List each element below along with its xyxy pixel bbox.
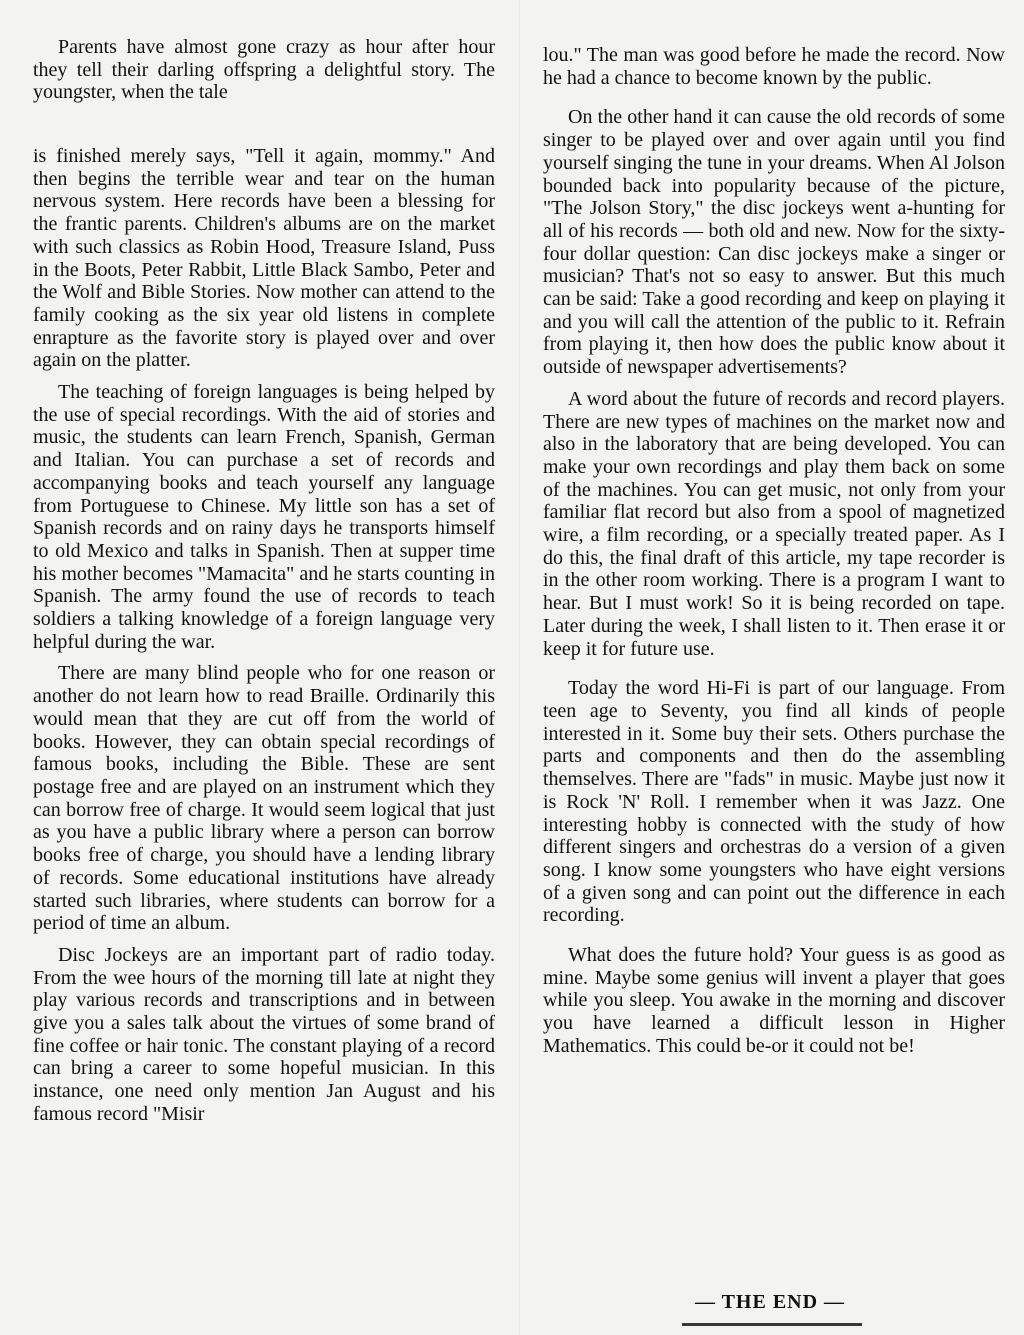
paragraph-future-hold: What does the future hold? Your guess is as good as mine. Maybe some genius will invent a player that goes while you sleep. You awake in the morning and discover you have learned a difficult lesson in Higher Mathematics. This could be-or it could not be! (543, 944, 1005, 1057)
the-end-heading: — THE END — (694, 1291, 846, 1313)
page-fold-shadow (519, 0, 520, 1335)
paragraph-mislou-continuation: lou." The man was good before he made the record. Now he had a chance to become known by the public. (543, 44, 1005, 89)
paragraph-parents-intro: Parents have almost gone crazy as hour after hour they tell their darling offspring a delightful story. The youngster, when the tale (33, 36, 495, 104)
left-column-top (33, 36, 495, 104)
left-column-main (33, 145, 495, 1126)
paragraph-foreign-languages: The teaching of foreign languages is being helped by the use of special recordings. With the aid of stories and music, the students can learn French, Spanish, German and Italian. You can purchase a set of records and accompanying books and teach yourself any language from Portuguese to Chinese. My little son has a set of Spanish records and on rainy days he transports himself to old Mexico and talks in Spanish. Then at supper time his mother becomes "Mamacita" and he starts counting in Spanish. The army found the use of records to teach soldiers a talking knowledge of a foreign language very helpful during the war. (33, 381, 495, 653)
paragraph-blind-readers: There are many blind people who for one reason or another do not learn how to read Braille. Ordinarily this would mean that they are cut off from the world of books. However, they can obtain special recordings of famous books, including the Bible. These are sent postage free and are played on an instrument which they can borrow free of charge. It would seem logical that just as you have a public library where a person can borrow books free of charge, you should have a lending library of records. Some educational institutions have already started such libraries, where students can borrow for a period of time an album. (33, 662, 495, 935)
right-column (543, 44, 1005, 1058)
paragraph-disc-jockeys: Disc Jockeys are an important part of radio today. From the wee hours of the morning till late at night they play various records and transcriptions and in between give you a sales talk about the virtues of some brand of fine coffee or hair tonic. The constant playing of a record can bring a career to some hopeful musician. In this instance, one need only mention Jan August and his famous record "Misir (33, 943, 495, 1125)
end-underline (682, 1323, 862, 1326)
paragraph-future-records: A word about the future of records and record players. There are new types of machines on the market now and also in the laboratory that are being developed. You can make your own recordings and play them back on some of the machines. You can get music, not only from your familiar flat record but also from a spool of magnetized wire, a film recording, or a specially treated paper. As I do this, the final draft of this article, my tape recorder is in the other room working. There is a program I want to hear. But I must work! So it is being recorded on tape. Later during the week, I shall listen to it. Then erase it or keep it for future use. (543, 387, 1005, 660)
paragraph-hi-fi: Today the word Hi-Fi is part of our language. From teen age to Seventy, you find all kinds of people interested in it. Some buy their sets. Others purchase the parts and components and then do the assembling themselves. There are "fads" in music. Maybe just now it is Rock 'N' Roll. I remember when it was Jazz. One interesting hobby is connected with the study of how different singers and orchestras do a version of a given song. I know some youngsters who have eight versions of a given song and can point out the difference in each recording. (543, 677, 1005, 927)
paragraph-childrens-albums: is finished merely says, "Tell it again, mommy." And then begins the terrible wear and tear on the human nervous system. Here records have been a blessing for the frantic parents. Children's albums are on the market with such classics as Robin Hood, Treasure Island, Puss in the Boots, Peter Rabbit, Little Black Sambo, Peter and the Wolf and Bible Stories. Now mother can attend to the family cooking as the six year old listens in complete enrapture as the favorite story is played over and over again on the platter. (33, 145, 495, 372)
paragraph-old-records: On the other hand it can cause the old records of some singer to be played over and over again until you find yourself singing the tune in your dreams. When Al Jolson bounded back into popularity because of the picture, "The Jolson Story," the disc jockeys went a-hunting for all of his records — both old and new. Now for the sixty-four dollar question: Can disc jockeys make a singer or musician? That's not so easy to answer. But this much can be said: Take a good recording and keep on playing it and you will call the attention of the public to it. Refrain from playing it, then how does the public know about it outside of newspaper advertisements? (543, 106, 1005, 379)
